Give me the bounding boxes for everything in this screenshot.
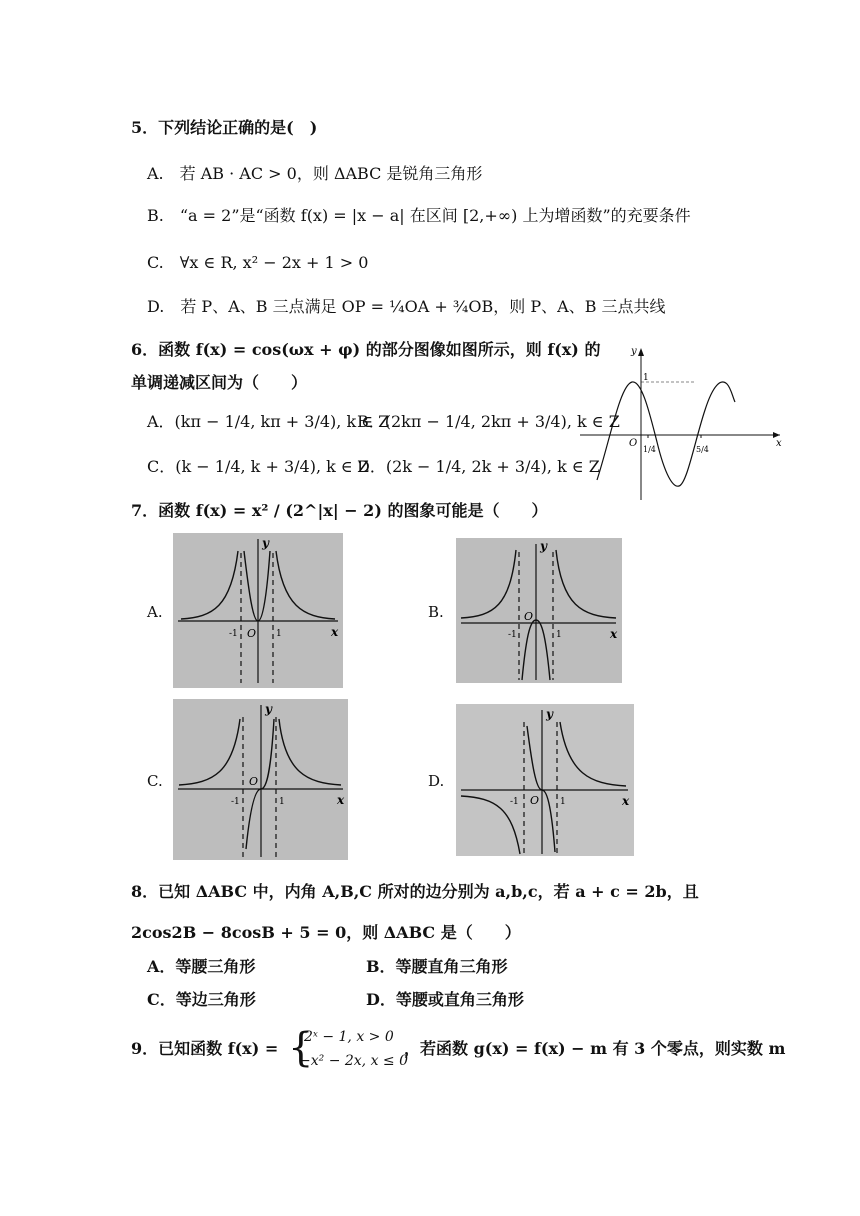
q9-stem-suffix: ，若函数 g(x) = f(x) − m 有 3 个零点，则实数 m — [404, 1039, 786, 1058]
q6-option-c: C．(k − 1/4, k + 3/4), k ∈ Z — [147, 457, 369, 476]
q7-label-a: A. — [147, 603, 163, 621]
q7a-x: x — [331, 625, 339, 639]
q6-cosine-graph — [575, 340, 790, 505]
q7d-neg1: -1 — [510, 797, 519, 807]
q7-stem: 7．函数 f(x) = x² / (2^|x| − 2) 的图象可能是（ ） — [131, 501, 548, 520]
q6-option-a: A．(kπ − 1/4, kπ + 3/4), k ∈ Z — [147, 412, 390, 431]
q6-graph-tick2: 5/4 — [696, 445, 709, 454]
q7b-pos1: 1 — [556, 630, 562, 640]
q7b-y: y — [540, 539, 547, 553]
q9-stem-prefix: 9．已知函数 f(x) = — [131, 1039, 279, 1058]
q5-option-d: D. 若 P、A、B 三点满足 OP = ¼OA + ¾OB，则 P、A、B 三点共线 — [147, 297, 666, 316]
q6-graph-tick1: 1/4 — [643, 445, 656, 454]
q6-stem-line2: 单调递减区间为（ ） — [131, 373, 308, 392]
q7d-x: x — [622, 794, 630, 808]
q7-label-d: D. — [428, 772, 445, 790]
q5-option-b: B. “a = 2”是“函数 f(x) = |x − a| 在区间 [2,+∞) 上为增函数”的充要条件 — [147, 206, 691, 225]
q7b-x: x — [610, 627, 618, 641]
q7d-o: O — [530, 794, 540, 807]
q6-option-b: B．(2kπ − 1/4, 2kπ + 3/4), k ∈ Z — [357, 412, 620, 431]
q7c-y: y — [265, 702, 272, 716]
q7d-pos1: 1 — [560, 797, 566, 807]
q7a-neg1: -1 — [229, 629, 238, 639]
q7-label-b: B. — [428, 603, 444, 621]
q5-option-a: A. 若 AB · AC > 0，则 ΔABC 是锐角三角形 — [147, 164, 483, 183]
q5-stem: 5．下列结论正确的是( ) — [131, 118, 318, 137]
q7c-x: x — [337, 793, 345, 807]
q7a-pos1: 1 — [276, 629, 282, 639]
q8-stem-line2: 2cos2B − 8cosB + 5 = 0，则 ΔABC 是（ ） — [131, 923, 521, 942]
q7d-y: y — [546, 707, 553, 721]
q7-graph-b — [456, 538, 622, 683]
q9-case2: −x² − 2x, x ≤ 0 — [299, 1053, 409, 1069]
q7b-neg1: -1 — [508, 630, 517, 640]
q8-option-b: B．等腰直角三角形 — [366, 957, 508, 976]
q7c-pos1: 1 — [279, 797, 285, 807]
q7a-o: O — [247, 627, 257, 640]
q6-graph-origin: O — [629, 438, 638, 449]
q9-case1: 2ˣ − 1, x > 0 — [304, 1029, 394, 1045]
q8-stem-line1: 8．已知 ΔABC 中，内角 A,B,C 所对的边分别为 a,b,c，若 a + c = 2b，且 — [131, 882, 699, 901]
q6-stem-line1: 6．函数 f(x) = cos(ωx + φ) 的部分图像如图所示，则 f(x) 的 — [131, 340, 601, 359]
q8-option-a: A．等腰三角形 — [147, 957, 256, 976]
q5-option-c: C. ∀x ∈ R, x² − 2x + 1 > 0 — [147, 253, 369, 272]
q6-option-d: D．(2k − 1/4, 2k + 3/4), k ∈ Z — [357, 457, 600, 476]
q8-option-c: C．等边三角形 — [147, 990, 256, 1009]
q7-graph-c — [173, 699, 348, 860]
q7-label-c: C. — [147, 772, 163, 790]
q7c-o: O — [249, 775, 259, 788]
q6-graph-x-label: x — [776, 438, 782, 449]
q7-graph-a — [173, 533, 343, 688]
q6-graph-one: 1 — [643, 373, 649, 383]
q7a-y: y — [262, 536, 269, 550]
q6-graph-y-label: y — [631, 346, 637, 357]
q9-brace: { — [288, 1025, 314, 1071]
q7c-neg1: -1 — [231, 797, 240, 807]
q8-option-d: D．等腰或直角三角形 — [366, 990, 524, 1009]
q7-graph-d — [456, 704, 634, 856]
q7b-o: O — [524, 610, 534, 623]
